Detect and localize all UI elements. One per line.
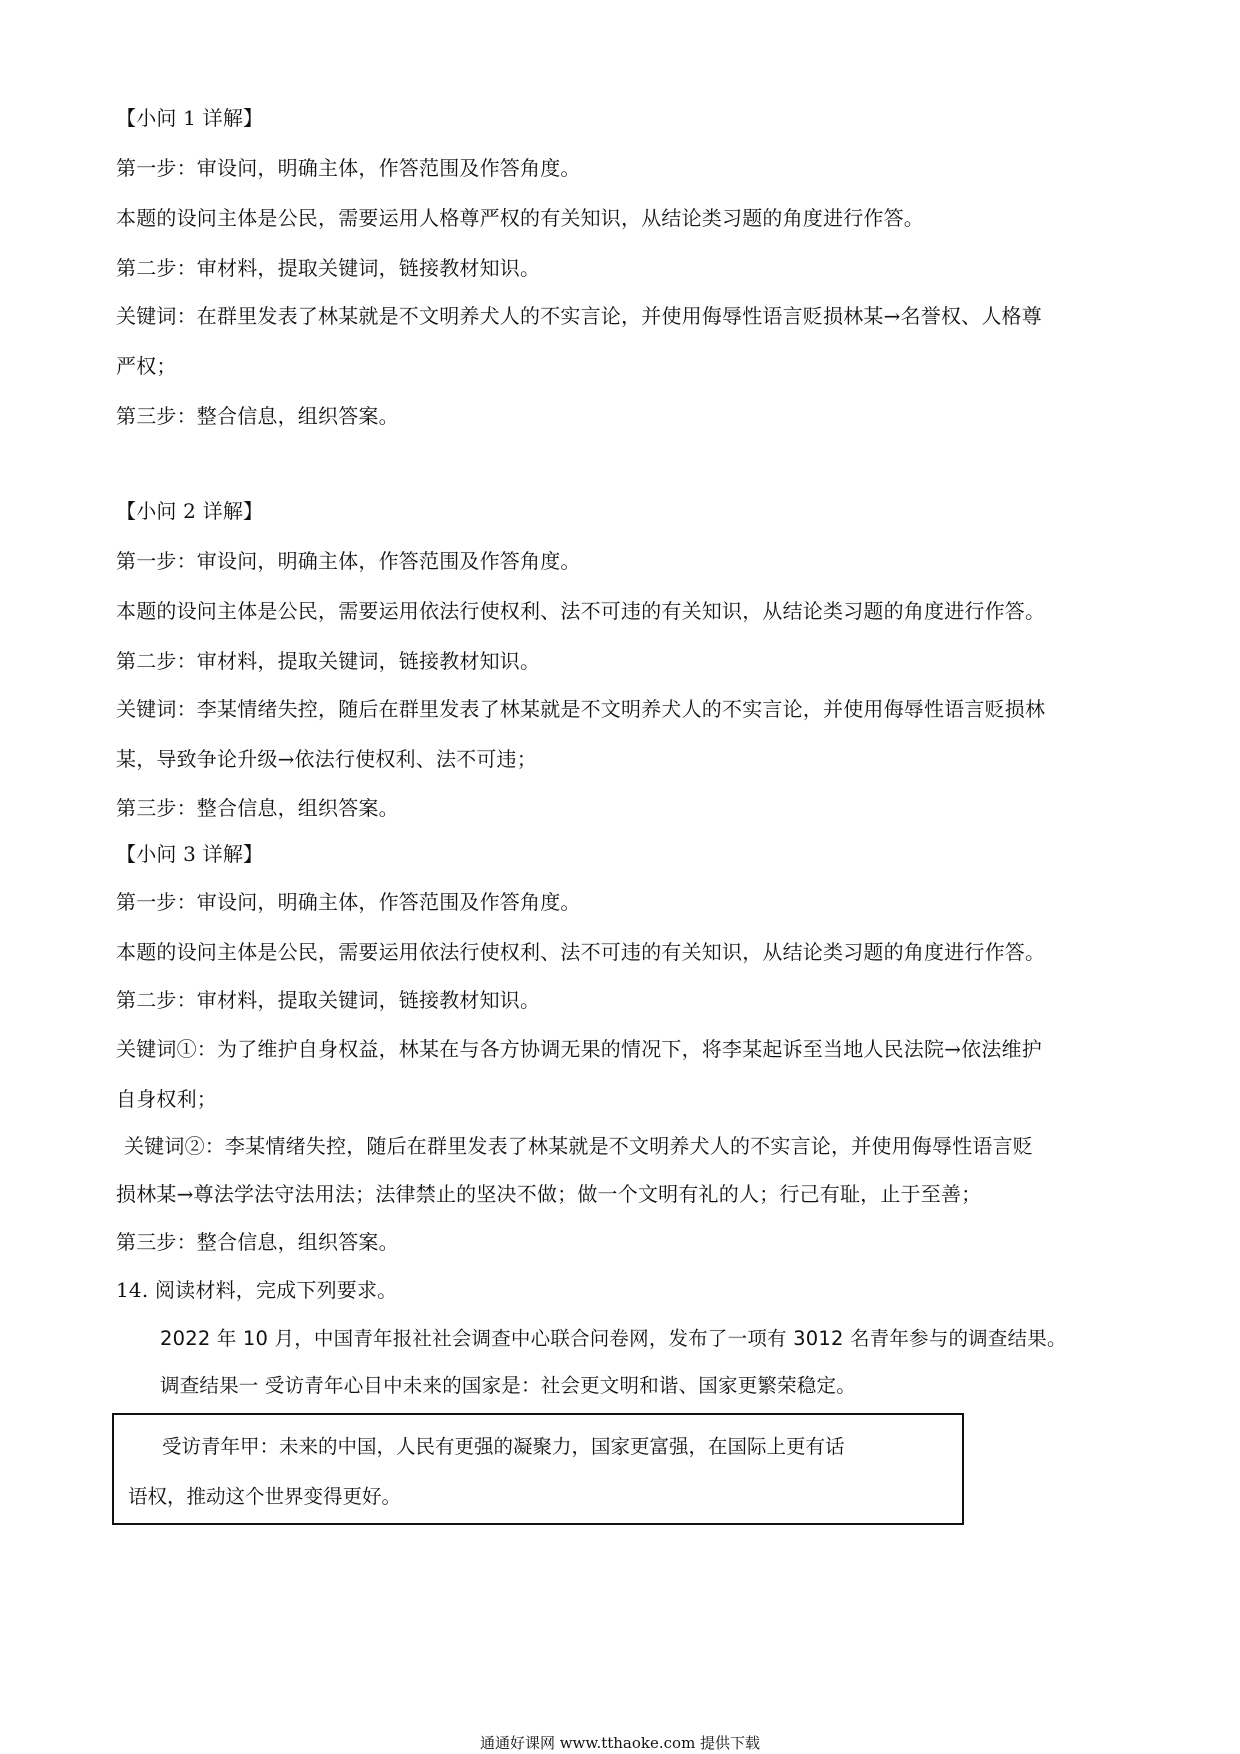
section-1-line-1: 第一步：审设问，明确主体，作答范围及作答角度。 <box>116 156 581 180</box>
quote-line-1: 受访青年甲：未来的中国，人民有更强的凝聚力，国家更富强，在国际上更有话 <box>162 1435 845 1458</box>
section-2-line-4: 关键词：李某情绪失控，随后在群里发表了林某就是不文明养犬人的不实言论，并使用侮辱性语言贬损林 <box>116 697 1046 721</box>
section-1-line-4: 关键词：在群里发表了林某就是不文明养犬人的不实言论，并使用侮辱性语言贬损林某→名誉权、人格尊 <box>116 304 1042 328</box>
section-3-line-3: 第二步：审材料，提取关键词，链接教材知识。 <box>116 988 541 1012</box>
section-2-line-6: 第三步：整合信息，组织答案。 <box>116 796 399 820</box>
section-3-line-6: 关键词②：李某情绪失控，随后在群里发表了林某就是不文明养犬人的不实言论，并使用侮辱性语言贬 <box>124 1134 1033 1158</box>
section-1-line-5: 严权； <box>116 354 177 378</box>
section-3-line-5: 自身权利； <box>116 1087 217 1111</box>
section-1-line-6: 第三步：整合信息，组织答案。 <box>116 404 399 428</box>
section-3-line-1: 第一步：审设问，明确主体，作答范围及作答角度。 <box>116 890 581 914</box>
section-2-line-3: 第二步：审材料，提取关键词，链接教材知识。 <box>116 649 541 673</box>
section-1-heading: 【小问 1 详解】 <box>116 106 264 130</box>
quote-line-2: 语权，推动这个世界变得更好。 <box>128 1485 402 1508</box>
section-2-line-1: 第一步：审设问，明确主体，作答范围及作答角度。 <box>116 549 581 573</box>
section-3-line-4: 关键词①：为了维护自身权益，林某在与各方协调无果的情况下，将李某起诉至当地人民法院→依法维护 <box>116 1037 1042 1061</box>
section-2-line-5: 某，导致争论升级→依法行使权利、法不可违； <box>116 747 537 771</box>
question-14-prompt: 14. 阅读材料，完成下列要求。 <box>116 1278 398 1302</box>
section-2-line-2: 本题的设问主体是公民，需要运用依法行使权利、法不可违的有关知识，从结论类习题的角度进行作答。 <box>116 599 1046 623</box>
section-1-line-3: 第二步：审材料，提取关键词，链接教材知识。 <box>116 256 541 280</box>
question-14-material-line-1: 2022 年 10 月，中国青年报社社会调查中心联合问卷网，发布了一项有 3012 名青年参与的调查结果。 <box>160 1327 1067 1350</box>
page-footer: 通通好课网 www.tthaoke.com 提供下载 <box>479 1734 761 1752</box>
section-3-line-2: 本题的设问主体是公民，需要运用依法行使权利、法不可违的有关知识，从结论类习题的角度进行作答。 <box>116 940 1046 964</box>
quote-box <box>112 1413 964 1525</box>
section-3-line-7: 损林某→尊法学法守法用法；法律禁止的坚决不做；做一个文明有礼的人；行己有耻，止于至善； <box>116 1182 982 1206</box>
section-1-line-2: 本题的设问主体是公民，需要运用人格尊严权的有关知识，从结论类习题的角度进行作答。 <box>116 206 924 230</box>
section-2-heading: 【小问 2 详解】 <box>116 499 264 523</box>
section-3-line-8: 第三步：整合信息，组织答案。 <box>116 1230 399 1254</box>
section-3-heading: 【小问 3 详解】 <box>116 842 264 866</box>
question-14-material-line-2: 调查结果一 受访青年心目中未来的国家是：社会更文明和谐、国家更繁荣稳定。 <box>160 1374 856 1397</box>
